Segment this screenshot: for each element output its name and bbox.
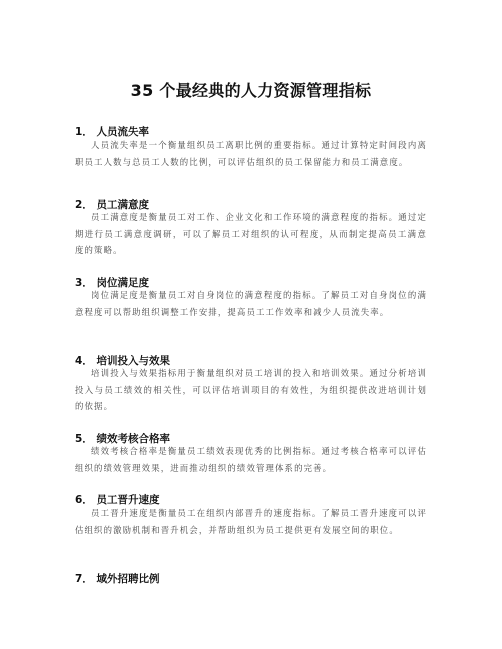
section-heading-2: 2． 员工满意度	[75, 199, 149, 211]
section-heading-3: 3． 岗位满足度	[75, 277, 149, 289]
section-body-1: 人员流失率是一个衡量组织员工离职比例的重要指标。通过计算特定时间段内离职员工人数与总员工人数的比例，可以评估组织的员工保留能力和员工满意度。	[75, 140, 427, 167]
section-heading-5: 5． 绩效考核合格率	[75, 433, 170, 445]
section-body-3: 岗位满足度是衡量员工对自身岗位的满意程度的指标。了解员工对自身岗位的满意程度可以帮助组织调整工作安排，提高员工工作效率和减少人员流失率。	[75, 290, 427, 317]
document-title: 35 个最经典的人力资源管理指标	[130, 81, 372, 100]
section-body-6: 员工晋升速度是衡量员工在组织内部晋升的速度指标。了解员工晋升速度可以评估组织的激励机制和晋升机会，并帮助组织为员工提供更有发展空间的职位。	[75, 508, 427, 535]
section-heading-7: 7． 域外招聘比例	[75, 573, 160, 585]
section-heading-4: 4． 培训投入与效果	[75, 355, 170, 367]
section-body-5: 绩效考核合格率是衡量员工绩效表现优秀的比例指标。通过考核合格率可以评估组织的绩效管理效果，进而推动组织的绩效管理体系的完善。	[75, 446, 427, 473]
section-body-4: 培训投入与效果指标用于衡量组织对员工培训的投入和培训效果。通过分析培训投入与员工绩效的相关性，可以评估培训项目的有效性，为组织提供改进培训计划的依据。	[75, 368, 427, 411]
section-heading-6: 6． 员工晋升速度	[75, 494, 160, 506]
section-heading-1: 1． 人员流失率	[75, 126, 149, 138]
section-body-2: 员工满意度是衡量员工对工作、企业文化和工作环境的满意程度的指标。通过定期进行员工满意度调研，可以了解员工对组织的认可程度，从而制定提高员工满意度的策略。	[75, 212, 427, 255]
